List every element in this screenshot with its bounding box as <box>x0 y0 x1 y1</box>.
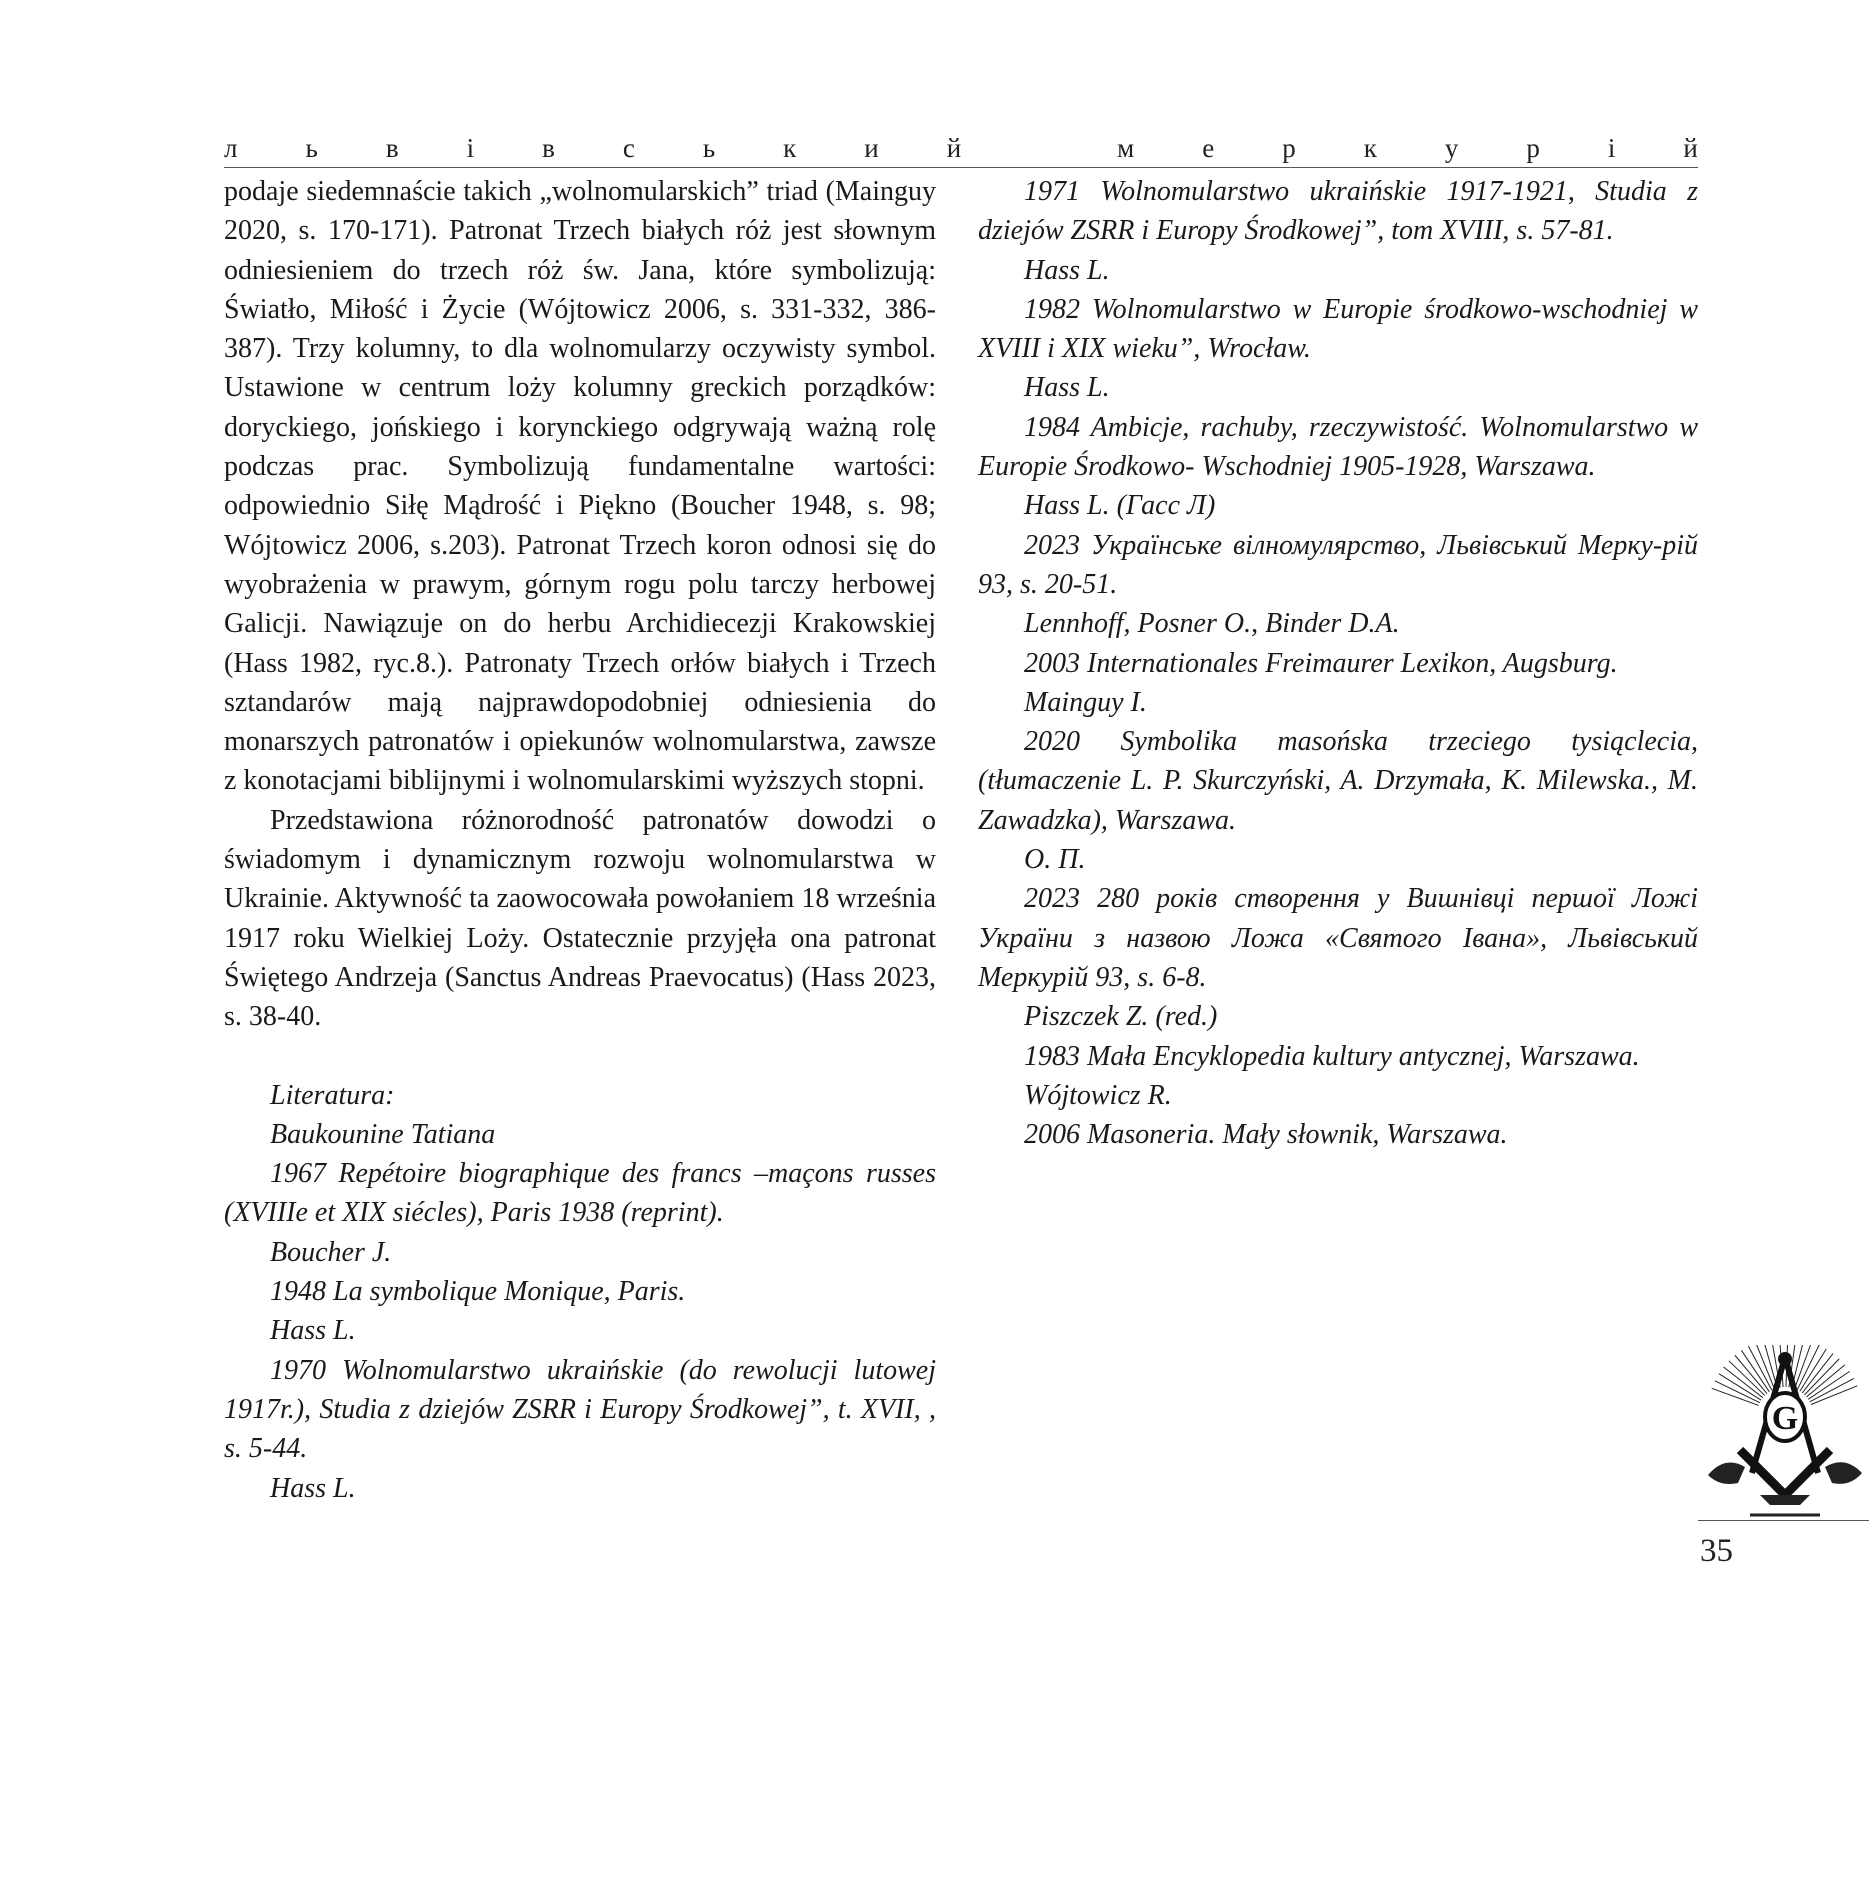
running-head-letter: й <box>946 132 962 163</box>
running-head-letter: л <box>224 132 238 163</box>
reference-entry: 1970 Wolnomularstwo ukraińskie (do rewolucji lutowej 1917r.), Studia z dziejów ZSRR i Europy Środkowej”, t. XVII, , s. 5-44. <box>224 1354 936 1465</box>
right-column <box>978 172 1698 1154</box>
running-head-letter: м <box>1117 132 1135 163</box>
body-paragraph: Przedstawiona różnorodność patronatów dowodzi o świadomym i dynamicznym rozwoju wolnomularstwa w Ukrainie. Aktywność ta zaowocowała powołaniem 18 września 1917 roku Wielkiej Loży. Ostatecznie przyjęła ona patronat Świętego Andrzeja (Sanctus Andreas Praevocatus) (Hass 2023, s. 38-40. <box>224 804 936 1033</box>
reference-author: Baukounine Tatiana <box>270 1118 496 1150</box>
reference-author: Piszczek Z. (red.) <box>1024 1001 1218 1033</box>
running-head-letter: в <box>385 132 399 163</box>
emblem-ray <box>1800 1349 1826 1391</box>
reference-author: Wójtowicz R. <box>1024 1079 1172 1111</box>
body-paragraph: podaje siedemnaście takich „wolnomularskich” triad (Mainguy 2020, s. 170-171). Patronat Trzech białych róż jest słownym odniesieniem do trzech róż św. Jana, które symbolizują: Światło, Miłość i Życie (Wójtowicz 2006, s. 331-332, 386-387). Trzy kolumny, to dla wolnomularzy oczywisty symbol. Ustawione w centrum loży kolumny greckich porządków: doryckiego, jońskiego i korynckiego odgrywają ważną rolę podczas prac. Symbolizują fundamentalne wartości: odpowiednio Siłę Mądrość i Piękno (Boucher 1948, s. 98; Wójtowicz 2006, s.203). Patronat Trzech koron odnosi się do wyobrażenia w prawym, górnym rogu polu tarczy herbowej Galicji. Nawiązuje on do herbu Archidiecezji Krakowskiej (Hass 1982, ryc.8.). Patronaty Trzech orłów białych i Trzech sztandarów mają najprawdopodobniej odniesienia do monarszych patronatów i opiekunów wolnomularstwa, zawsze z konotacjami biblijnymi i wolnomularskimi wyższych stopni. <box>224 176 936 797</box>
reference-entry: 2003 Internationales Freimaurer Lexikon, Augsburg. <box>1024 647 1618 679</box>
running-head-letter: і <box>1607 132 1616 163</box>
reference-author: Hass L. <box>270 1472 356 1504</box>
right-reference-list <box>978 172 1698 1154</box>
reference-author: Hass L. <box>1024 372 1110 404</box>
reference-entry: 2023 Українське вілномулярство, Львівський Мерку-рій 93, s. 20-51. <box>978 529 1698 600</box>
reference-entry: 1982 Wolnomularstwo w Europie środkowo-wschodniej w XVIII i XIX wieku”, Wrocław. <box>978 293 1698 365</box>
reference-author: Mainguy I. <box>1024 686 1147 718</box>
running-head-letter: ь <box>702 132 716 163</box>
running-head-letter: і <box>466 132 475 163</box>
emblem-ray <box>1741 1350 1769 1391</box>
running-head-letter: р <box>1282 132 1296 163</box>
literature-heading: Literatura: <box>270 1079 395 1111</box>
reference-entry: 1948 La symbolique Monique, Paris. <box>270 1276 686 1308</box>
reference-author: Hass L. <box>1024 254 1110 286</box>
reference-entry: 1971 Wolnomularstwo ukraińskie 1917-1921, Studia z dziejów ZSRR i Europy Środkowej”, tom XVIII, s. 57-81. <box>978 176 1698 247</box>
running-head-letter: р <box>1526 132 1540 163</box>
running-head-letter: ь <box>305 132 318 163</box>
footer-rule <box>1698 1520 1869 1521</box>
masonic-emblem-icon <box>1700 1345 1869 1520</box>
running-head-letter: й <box>1683 132 1698 163</box>
running-head-letter: и <box>864 132 879 163</box>
reference-entry: 1984 Ambicje, rachuby, rzeczywistość. Wolnomularstwo w Europie Środkowo- Wschodniej 1905-1928, Warszawa. <box>978 411 1698 483</box>
running-head-letter: с <box>622 132 635 163</box>
emblem-ray <box>1808 1371 1849 1399</box>
running-head-letter: к <box>1363 132 1377 163</box>
running-head-letter: к <box>783 132 797 163</box>
reference-author: Hass L. <box>270 1315 356 1347</box>
emblem-letter: G <box>1771 1400 1799 1437</box>
page-number: 35 <box>1700 1533 1733 1569</box>
reference-author: Boucher J. <box>270 1236 392 1268</box>
running-head-letter: у <box>1444 132 1459 163</box>
left-column <box>224 172 936 1508</box>
reference-entry: 2006 Masoneria. Mały słownik, Warszawa. <box>1024 1119 1508 1151</box>
reference-entry: 1967 Repétoire biographique des francs –maçons russes (XVIIIe et XIX siécles), Paris 1938 (reprint). <box>224 1158 936 1229</box>
reference-author: Hass L. (Гасс Л) <box>1024 490 1216 522</box>
reference-author: Lennhoff, Posner O., Binder D.A. <box>1024 608 1400 640</box>
section-spacer <box>224 1037 936 1076</box>
reference-entry: 2020 Symbolika masońska trzeciego tysiąclecia,(tłumaczenie L. P. Skurczyński, A. Drzymała, K. Milewska., M. Zawadzka), Warszawa. <box>978 726 1698 836</box>
running-head <box>224 128 1698 168</box>
reference-entry: 1983 Mała Encyklopedia kultury antycznej, Warszawa. <box>1024 1040 1640 1072</box>
running-head-letter: в <box>542 132 555 163</box>
header-rule <box>224 167 1698 168</box>
left-reference-list <box>224 1115 936 1508</box>
reference-author: О. П. <box>1024 844 1086 876</box>
reference-entry: 2023 280 років створення у Вишнівці першої Ложі України з назвою Ложа «Святого Івана», Львівський Меркурій 93, s. 6-8. <box>978 883 1698 993</box>
emblem-ray <box>1719 1374 1761 1400</box>
running-head-letter: е <box>1202 132 1215 163</box>
